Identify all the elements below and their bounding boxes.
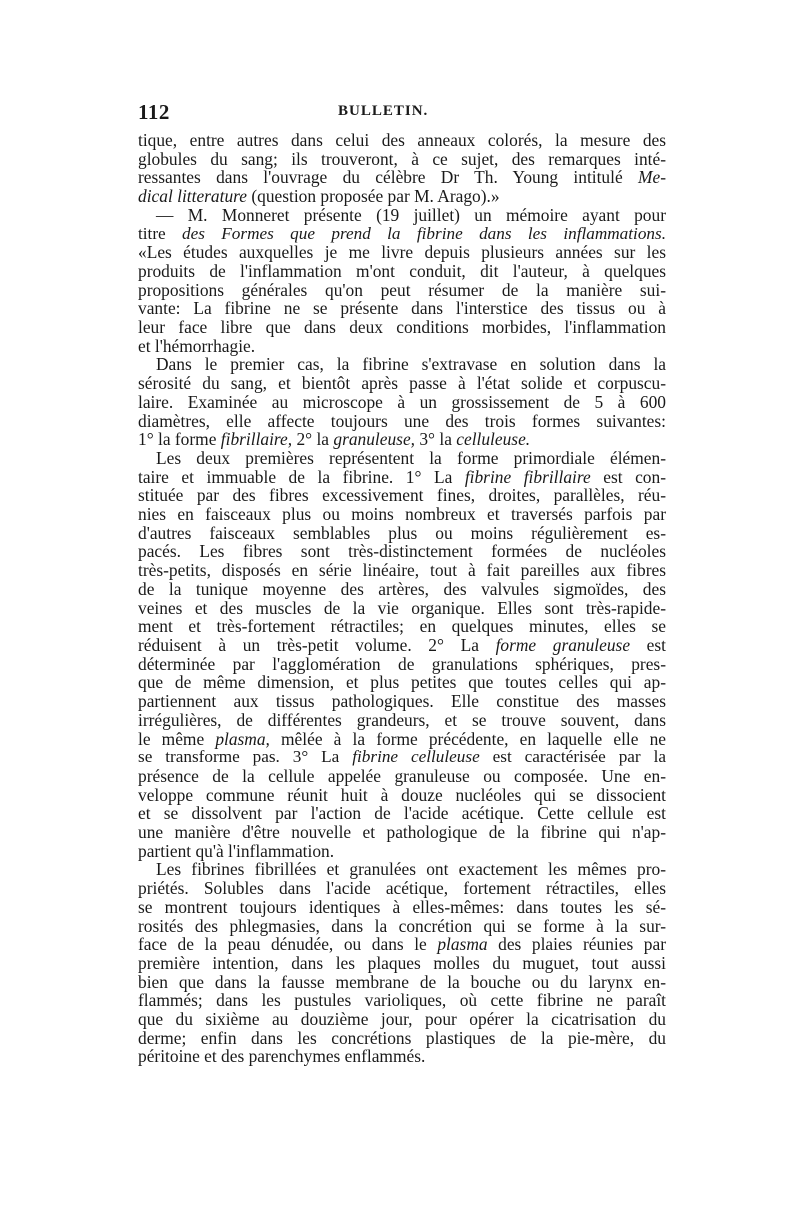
text-line (138, 206, 666, 225)
text-run: se montrent toujours identiques à elles-mêmes: dans toutes les sé- (138, 896, 666, 917)
italic-run: dical litterature (138, 186, 247, 207)
text-run: flammés; dans les pustules varioliques, où cette fibrine ne paraît (138, 990, 666, 1011)
text-run: première intention, dans les plaques molles du muguet, tout aussi (138, 952, 666, 973)
text-run: leur face libre que dans deux conditions morbides, l'inflammation (138, 317, 666, 338)
text-line (138, 991, 666, 1010)
text-line (138, 842, 666, 861)
text-line (138, 243, 666, 262)
text-run: réduisent à un très-petit volume. 2° La (138, 634, 496, 655)
text-run: de la tunique moyenne des artères, des valvules sigmoïdes, des (138, 578, 666, 599)
text-line (138, 374, 666, 393)
text-run: 1° la forme (138, 429, 221, 450)
body-text (138, 131, 666, 1066)
italic-run: fibrine fibrillaire (464, 466, 591, 487)
text-line (138, 412, 666, 431)
text-line (138, 935, 666, 954)
text-run: priétés. Solubles dans l'acide acétique, fortement rétractiles, elles (138, 878, 666, 899)
text-line (138, 468, 666, 487)
text-run: propositions générales qu'on peut résumer de la manière sui- (138, 279, 666, 300)
text-run: que du sixième au douzième jour, pour opérer la cicatrisation du (138, 1009, 666, 1030)
text-line (138, 898, 666, 917)
text-line (138, 187, 666, 206)
text-run: rosités des phlegmasies, dans la concrétion qui se forme à la sur- (138, 915, 666, 936)
text-line (138, 393, 666, 412)
text-run: se transforme pas. 3° La (138, 747, 353, 767)
text-line (138, 1010, 666, 1029)
text-line (138, 617, 666, 636)
italic-run: fibrine celluleuse (352, 747, 480, 767)
text-line (138, 655, 666, 674)
text-run: ressantes dans l'ouvrage du célèbre Dr Th. Young intitulé (138, 167, 638, 188)
text-run: titre (138, 223, 183, 243)
text-line (138, 954, 666, 973)
text-run: veines et des muscles de la vie organique. Elles sont très-rapide- (138, 597, 666, 618)
text-run: pacés. Les fibres sont très-distinctement formées de nucléoles (138, 541, 666, 562)
text-line (138, 542, 666, 561)
text-run: partient qu'à l'inflammation. (138, 840, 335, 861)
italic-run: des Formes que prend la fibrine dans les inflammations. (182, 223, 666, 243)
text-run: est con- (590, 466, 666, 487)
text-run: mêlée à la forme précédente, en laquelle elle ne (269, 728, 666, 749)
running-head: BULLETIN. (338, 103, 429, 119)
text-line (138, 917, 666, 936)
text-line (138, 786, 666, 805)
text-run: (question proposée par M. Arago).» (247, 186, 500, 207)
text-run: derme; enfin dans les concrétions plastiques de la pie-mère, du (138, 1027, 666, 1048)
text-run: 2° la (292, 429, 334, 450)
text-line (138, 599, 666, 618)
text-run: laire. Examinée au microscope à un grossissement de 5 à 600 (138, 391, 666, 412)
text-run: partiennent aux tissus pathologiques. Elle constitue des masses (138, 691, 666, 712)
text-run: déterminée par l'agglomération de granulations sphériques, pres- (138, 653, 666, 674)
text-run: présence de la cellule appelée granuleuse ou composée. Une en- (138, 765, 666, 786)
italic-run: plasma (437, 934, 488, 955)
italic-run: Me- (638, 167, 666, 188)
text-line (138, 823, 666, 842)
text-line (138, 748, 666, 767)
text-line (138, 355, 666, 374)
text-run: que de même dimension, et plus petites que toutes celles qui ap- (138, 672, 666, 693)
italic-run: celluleuse. (456, 429, 531, 450)
text-run: est caractérisée par la (479, 747, 666, 767)
text-run: le même (138, 728, 216, 749)
text-run: produits de l'inflammation m'ont conduit, dit l'auteur, à quelques (138, 260, 666, 281)
text-run: d'autres faisceaux semblables plus ou moins régulièrement es- (138, 522, 666, 543)
italic-run: plasma, (215, 728, 270, 749)
text-run: bien que dans la fausse membrane de la bouche ou du larynx en- (138, 971, 666, 992)
italic-run: forme granuleuse (495, 634, 631, 655)
italic-run: granuleuse, (333, 429, 416, 450)
italic-run: fibrillaire, (220, 429, 293, 450)
text-run: sérosité du sang, et bientôt après passe à l'état solide et corpuscu- (138, 373, 666, 394)
text-line (138, 767, 666, 786)
text-line (138, 299, 666, 318)
text-line (138, 879, 666, 898)
page-header (138, 100, 666, 126)
text-run: diamètres, elle affecte toujours une des trois formes suivantes: (138, 410, 666, 431)
text-line (138, 636, 666, 655)
text-run: veloppe commune réunit huit à douze nucléoles qui se dissocient (138, 784, 666, 805)
text-run: stituée par des fibres excessivement fines, droites, parallèles, réu- (138, 485, 666, 506)
page-number: 112 (138, 100, 170, 124)
text-line (138, 580, 666, 599)
text-run: très-petits, disposés en série linéaire, tout à fait pareilles aux fibres (138, 560, 666, 581)
text-line (138, 1047, 666, 1066)
text-run: irrégulières, de différentes grandeurs, et se trouve souvent, dans (138, 709, 666, 730)
text-line (138, 730, 666, 749)
text-run: et se dissolvent par l'action de l'acide acétique. Cette cellule est (138, 803, 666, 824)
text-line (138, 337, 666, 356)
text-run: péritoine et des parenchymes enflammés. (138, 1046, 426, 1067)
text-line (138, 692, 666, 711)
text-run: Les deux premières représentent la forme primordiale élémen- (156, 447, 666, 468)
text-line (138, 281, 666, 300)
text-line (138, 804, 666, 823)
text-line (138, 973, 666, 992)
text-line (138, 860, 666, 879)
text-run: vante: La fibrine ne se présente dans l'interstice des tissus ou à (138, 298, 666, 319)
text-line (138, 150, 666, 169)
text-run: nies en faisceaux plus ou moins nombreux et traversés parfois par (138, 504, 666, 525)
text-line (138, 1029, 666, 1048)
text-line (138, 673, 666, 692)
text-line (138, 505, 666, 524)
text-line (138, 131, 666, 150)
text-run: Les fibrines fibrillées et granulées ont exactement les mêmes pro- (156, 859, 666, 880)
text-run: ment et très-fortement rétractiles; en quelques minutes, elles se (138, 616, 666, 637)
text-run: tique, entre autres dans celui des anneaux colorés, la mesure des (138, 130, 666, 150)
text-run: Dans le premier cas, la fibrine s'extravase en solution dans la (156, 354, 666, 375)
text-line (138, 524, 666, 543)
text-run: des plaies réunies par (487, 934, 666, 955)
text-run: est (630, 634, 666, 655)
text-run: face de la peau dénudée, ou dans le (138, 934, 438, 955)
text-line (138, 318, 666, 337)
text-line (138, 430, 666, 449)
text-run: globules du sang; ils trouveront, à ce sujet, des remarques inté- (138, 148, 666, 169)
text-line (138, 225, 666, 244)
text-line (138, 561, 666, 580)
text-run: «Les études auxquelles je me livre depuis plusieurs années sur les (138, 242, 666, 263)
text-line (138, 486, 666, 505)
text-line (138, 449, 666, 468)
text-run: — M. Monneret présente (19 juillet) un mémoire ayant pour (156, 204, 666, 225)
text-line (138, 262, 666, 281)
text-run: et l'hémorrhagie. (138, 335, 256, 356)
text-run: taire et immuable de la fibrine. 1° La (138, 466, 465, 487)
text-run: une manière d'être nouvelle et pathologique de la fibrine qui n'ap- (138, 822, 666, 843)
text-line (138, 168, 666, 187)
text-run: 3° la (415, 429, 457, 450)
text-line (138, 711, 666, 730)
